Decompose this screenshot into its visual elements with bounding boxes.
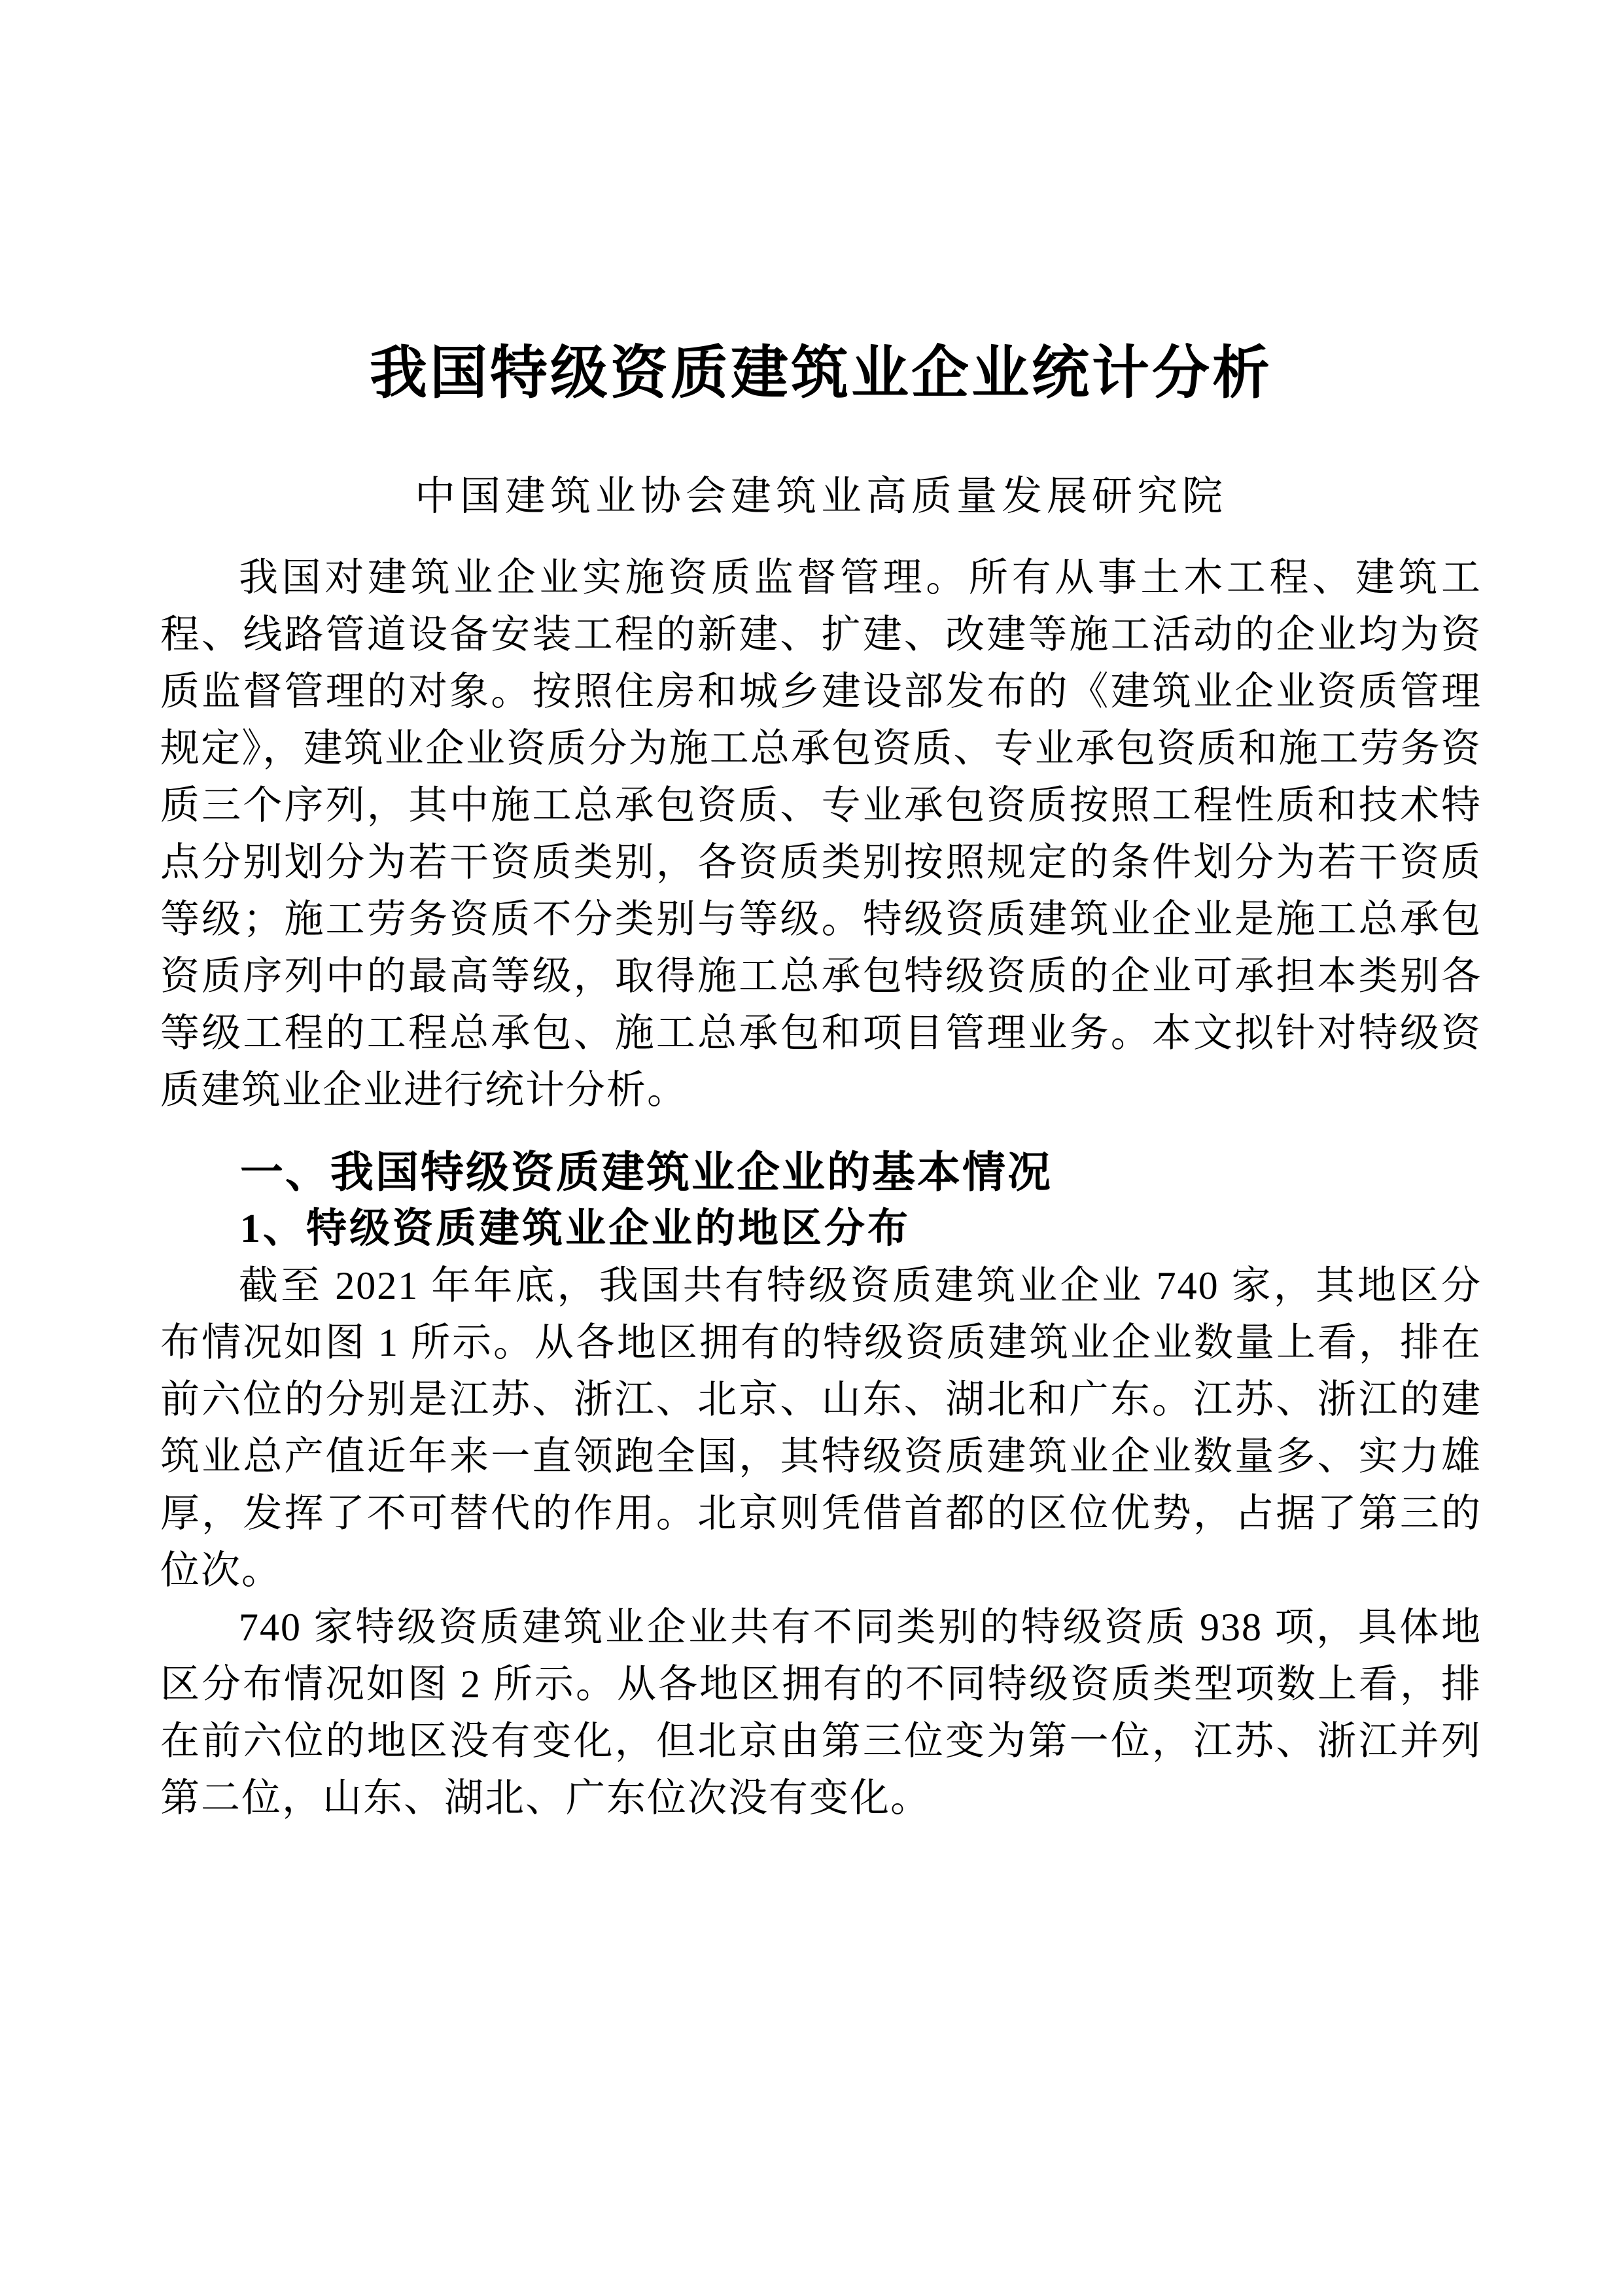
intro-paragraph: 我国对建筑业企业实施资质监督管理。所有从事土木工程、建筑工程、线路管道设备安装工程的新建、扩建、改建等施工活动的企业均为资质监督管理的对象。按照住房和城乡建设部发布的《建筑业企业资质管理规定》，建筑业企业资质分为施工总承包资质、专业承包资质和施工劳务资质三个序列，其中施工总承包资质、专业承包资质按照工程性质和技术特点分别划分为若干资质类别，各资质类别按照规定的条件划分为若干资质等级；施工劳务资质不分类别与等级。特级资质建筑业企业是施工总承包资质序列中的最高等级，取得施工总承包特级资质的企业可承担本类别各等级工程的工程总承包、施工总承包和项目管理业务。本文拟针对特级资质建筑业企业进行统计分析。 bbox=[160, 556, 1482, 1112]
paragraph-region-distribution: 截至 2021 年年底，我国共有特级资质建筑业企业 740 家，其地区分布情况如图 1 所示。从各地区拥有的特级资质建筑业企业数量上看，排在前六位的分别是江苏、浙江、北京、山东、湖北和广东。江苏、浙江的建筑业总产值近年来一直领跑全国，其特级资质建筑业企业数量多、实力雄厚，发挥了不可替代的作用。北京则凭借首都的区位优势，占据了第三的位次。 bbox=[160, 1264, 1482, 1592]
paragraph-qualification-items: 740 家特级资质建筑业企业共有不同类别的特级资质 938 项，具体地区分布情况如图 2 所示。从各地区拥有的不同特级资质类型项数上看，排在前六位的地区没有变化，但北京由第三位变为第一位，江苏、浙江并列第二位，山东、湖北、广东位次没有变化。 bbox=[160, 1606, 1482, 1820]
document-title: 我国特级资质建筑业企业统计分析 bbox=[369, 342, 1272, 406]
document-byline: 中国建筑业协会建筑业高质量发展研究院 bbox=[414, 474, 1227, 519]
section-heading-basic-situation: 一、我国特级资质建筑业企业的基本情况 bbox=[240, 1148, 1053, 1196]
subsection-heading-region-distribution: 1、特级资质建筑业企业的地区分布 bbox=[240, 1207, 911, 1251]
